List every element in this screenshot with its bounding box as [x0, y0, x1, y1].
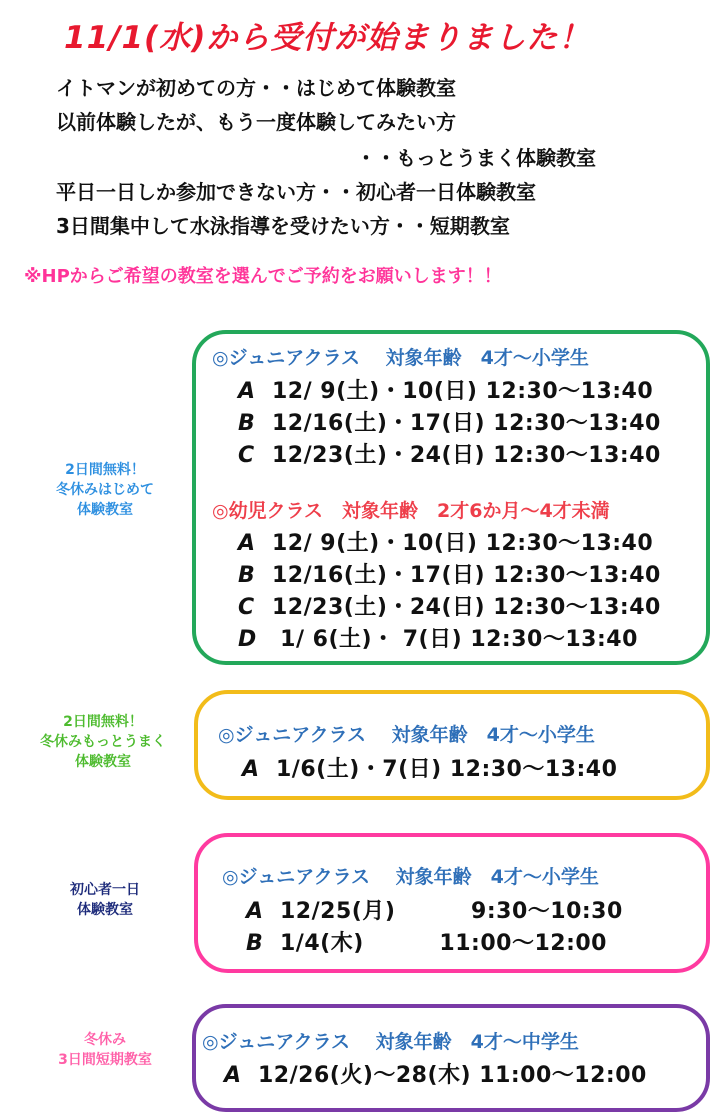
row-text: 12/23(土)・24(日) 12:30～13:40 [272, 443, 661, 468]
schedule-row [238, 558, 661, 589]
row-text: 12/23(土)・24(日) 12:30～13:40 [272, 595, 661, 620]
row-code: B [238, 563, 256, 588]
side-label-line: 冬休み [84, 1032, 126, 1048]
intro-line-retry-class: ・・もっとうまく体験教室 [356, 146, 596, 170]
schedule-row [238, 374, 653, 405]
row-code: D [238, 627, 257, 652]
row-text: 1/ 6(土)・ 7(日) 12:30～13:40 [272, 627, 638, 652]
schedule-row [238, 590, 661, 621]
row-text: 1/6(土)・7(日) 12:30～13:40 [276, 757, 618, 782]
intro-line-first-timers: イトマンが初めての方・・はじめて体験教室 [56, 76, 456, 100]
row-code: A [242, 757, 260, 782]
junior-class-heading: ◎ジュニアクラス 対象年齢 4才～小学生 [222, 866, 599, 888]
row-code: A [246, 899, 264, 924]
row-text: 12/ 9(土)・10(日) 12:30～13:40 [272, 531, 654, 556]
row-code: B [238, 411, 256, 436]
side-label-trial [30, 460, 180, 520]
junior-class-heading: ◎ジュニアクラス 対象年齢 4才～中学生 [202, 1031, 579, 1053]
side-label-line: 3日間短期教室 [58, 1052, 152, 1068]
row-text: 12/25(月) 9:30～10:30 [280, 899, 623, 924]
side-label-oneday [30, 880, 180, 920]
schedule-row [246, 926, 607, 957]
infant-class-heading: ◎幼児クラス 対象年齢 2才6か月～4才未満 [212, 500, 610, 522]
row-text: 12/26(火)～28(木) 11:00～12:00 [258, 1063, 647, 1088]
intro-line-weekday: 平日一日しか参加できない方・・初心者一日体験教室 [56, 180, 536, 204]
headline: 11/1(水)から受付が始まりました！ [64, 20, 591, 56]
schedule-row [224, 1058, 647, 1089]
schedule-row [238, 406, 661, 437]
schedule-row [242, 752, 617, 783]
row-code: A [224, 1063, 242, 1088]
side-label-line: 体験教室 [77, 902, 133, 918]
side-label-line: 冬休みもっとうまく [40, 734, 166, 750]
schedule-row [238, 526, 653, 557]
booking-note: ※HPからご希望の教室を選んでご予約をお願いします！！ [24, 266, 502, 287]
side-label-line: 冬休みはじめて [56, 482, 154, 498]
intro-line-retry: 以前体験したが、もう一度体験してみたい方 [56, 110, 456, 134]
row-text: 12/16(土)・17(日) 12:30～13:40 [272, 563, 661, 588]
side-label-line: 体験教室 [77, 502, 133, 518]
junior-class-heading: ◎ジュニアクラス 対象年齢 4才～小学生 [218, 724, 595, 746]
schedule-row [238, 622, 638, 653]
schedule-row [238, 438, 661, 469]
side-label-line: 体験教室 [75, 754, 131, 770]
row-text: 1/4(木) 11:00～12:00 [280, 931, 607, 956]
row-code: B [246, 931, 264, 956]
row-text: 12/16(土)・17(日) 12:30～13:40 [272, 411, 661, 436]
side-label-line: 2日間無料！ [63, 714, 143, 730]
intro-line-intensive: 3日間集中して水泳指導を受けたい方・・短期教室 [56, 214, 510, 238]
side-label-short [30, 1030, 180, 1070]
junior-class-heading: ◎ジュニアクラス 対象年齢 4才～小学生 [212, 347, 589, 369]
row-code: C [238, 443, 255, 468]
side-label-line: 初心者一日 [70, 882, 140, 898]
row-code: C [238, 595, 255, 620]
row-code: A [238, 379, 256, 404]
schedule-row [246, 894, 623, 925]
side-label-line: 2日間無料！ [65, 462, 145, 478]
side-label-again [18, 712, 188, 772]
row-text: 12/ 9(土)・10(日) 12:30～13:40 [272, 379, 654, 404]
row-code: A [238, 531, 256, 556]
